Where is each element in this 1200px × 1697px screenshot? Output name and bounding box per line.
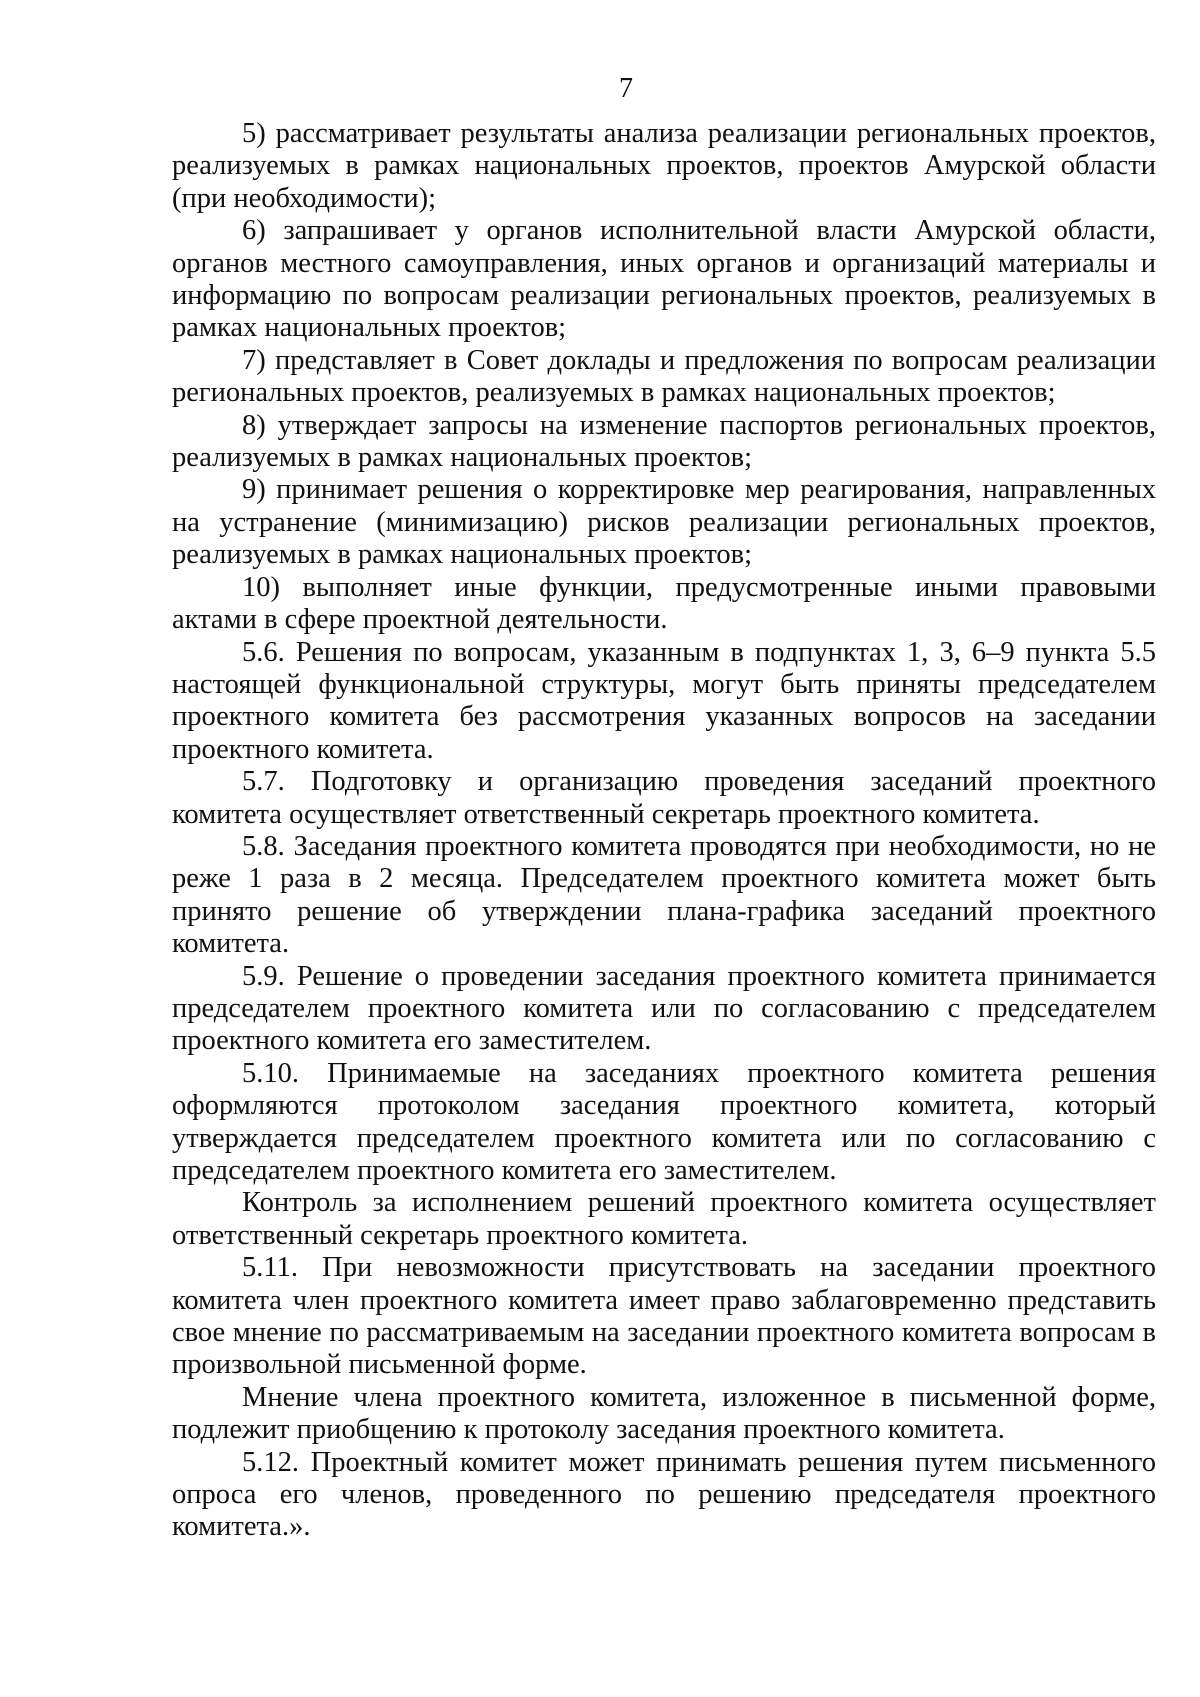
paragraph-item-9: 9) принимает решения о корректировке мер реагирования, направленных на устранение (минимизацию) рисков реализации региональных проектов, реализуемых в рамках национальных проектов; bbox=[172, 474, 1156, 571]
paragraph-5-6: 5.6. Решения по вопросам, указанным в подпунктах 1, 3, 6–9 пункта 5.5 настоящей функциональной структуры, могут быть приняты председателем проектного комитета без рассмотрения указанных вопросов на заседании проектного комитета. bbox=[172, 636, 1156, 765]
paragraph-5-8: 5.8. Заседания проектного комитета проводятся при необходимости, но не реже 1 раза в 2 месяца. Председателем проектного комитета может быть принято решение об утверждении плана-графика заседаний проектного комитета. bbox=[172, 830, 1156, 960]
paragraph-5-10: 5.10. Принимаемые на заседаниях проектного комитета решения оформляются протоколом заседания проектного комитета, который утверждается председателем проектного комитета или по согласованию с председателем проектного комитета его заместителем. bbox=[172, 1057, 1156, 1186]
paragraph-5-9: 5.9. Решение о проведении заседания проектного комитета принимается председателем проектного комитета или по согласованию с председателем проектного комитета его заместителем. bbox=[172, 960, 1156, 1057]
paragraph-member-opinion: Мнение члена проектного комитета, изложенное в письменной форме, подлежит приобщению к протоколу заседания проектного комитета. bbox=[172, 1381, 1156, 1446]
paragraph-item-10: 10) выполняет иные функции, предусмотренные иными правовыми актами в сфере проектной деятельности. bbox=[172, 571, 1156, 636]
document-body bbox=[172, 118, 1156, 1544]
paragraph-item-8: 8) утверждает запросы на изменение паспортов региональных проектов, реализуемых в рамках национальных проектов; bbox=[172, 409, 1156, 474]
paragraph-item-7: 7) представляет в Совет доклады и предложения по вопросам реализации региональных проектов, реализуемых в рамках национальных проектов; bbox=[172, 344, 1156, 409]
paragraph-5-12: 5.12. Проектный комитет может принимать решения путем письменного опроса его членов, проведенного по решению председателя проектного комитета.». bbox=[172, 1446, 1156, 1543]
paragraph-control: Контроль за исполнением решений проектного комитета осуществляет ответственный секретарь проектного комитета. bbox=[172, 1187, 1156, 1251]
paragraph-5-7: 5.7. Подготовку и организацию проведения заседаний проектного комитета осуществляет ответственный секретарь проектного комитета. bbox=[172, 766, 1156, 830]
page-number: 7 bbox=[619, 73, 633, 104]
paragraph-item-6: 6) запрашивает у органов исполнительной власти Амурской области, органов местного самоуправления, иных органов и организаций материалы и информацию по вопросам реализации региональных проектов, реализуемых в рамках национальных проектов; bbox=[172, 215, 1156, 344]
paragraph-5-11: 5.11. При невозможности присутствовать на заседании проектного комитета член проектного комитета имеет право заблаговременно представить свое мнение по рассматриваемым на заседании проектного комитета вопросам в произвольной письменной форме. bbox=[172, 1252, 1156, 1381]
paragraph-item-5: 5) рассматривает результаты анализа реализации региональных проектов, реализуемых в рамках национальных проектов, проектов Амурской области (при необходимости); bbox=[172, 118, 1156, 214]
